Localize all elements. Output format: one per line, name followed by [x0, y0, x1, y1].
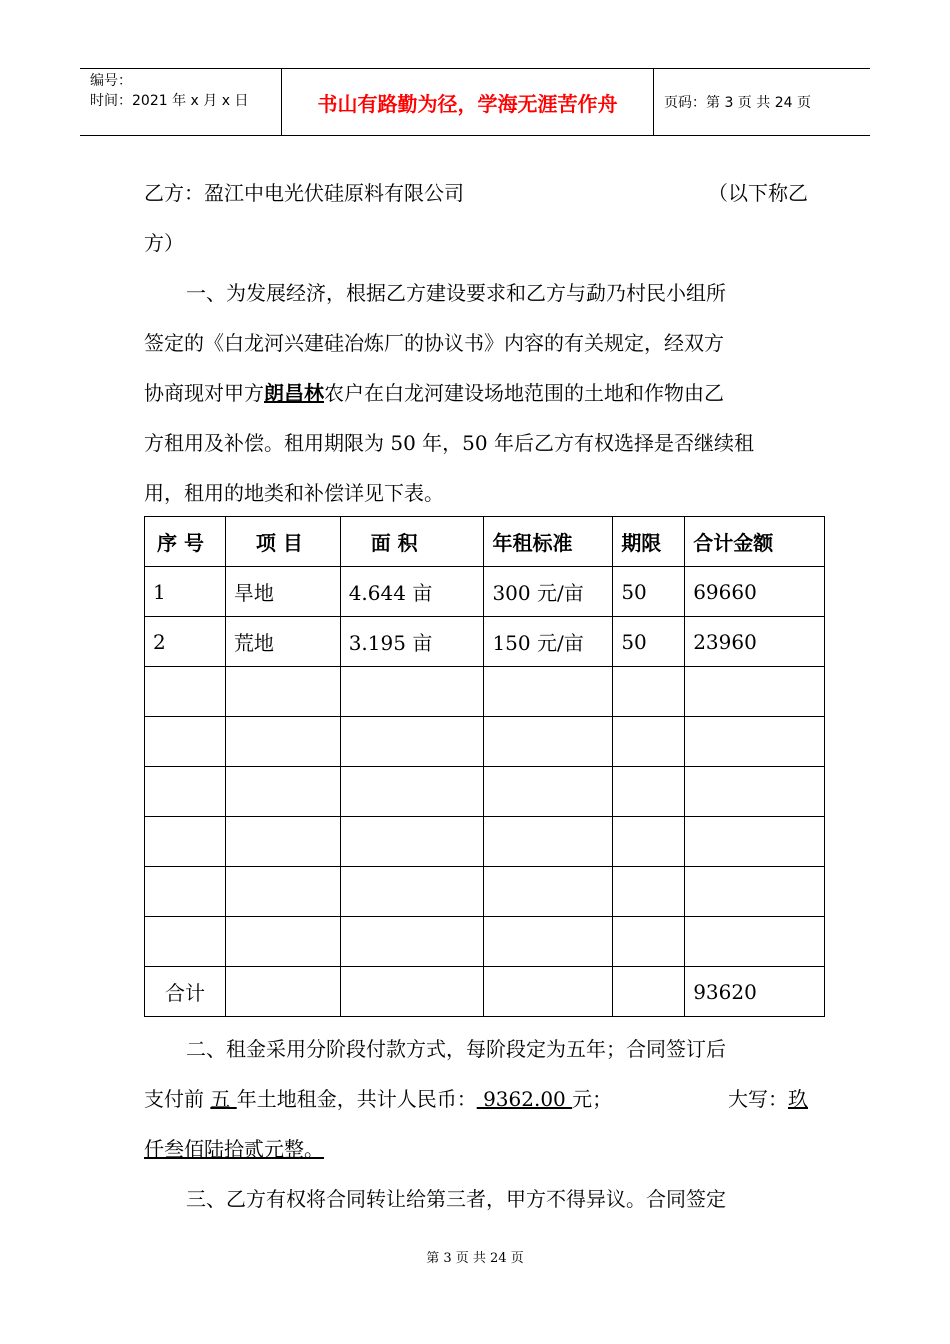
clause-text: 年土地租金，共计人民币：: [236, 1087, 477, 1111]
table-cell: [340, 867, 484, 917]
table-cell: [484, 667, 613, 717]
table-cell: [145, 717, 226, 767]
table-cell: [685, 917, 825, 967]
table-cell: [613, 817, 685, 867]
lease-table: [144, 516, 825, 1017]
table-cell: [484, 867, 613, 917]
table-cell: [685, 667, 825, 717]
table-cell: [685, 867, 825, 917]
clause-one-line: 签定的《白龙河兴建硅冶炼厂的协议书》内容的有关规定，经双方: [144, 331, 724, 355]
total-label: 合计: [145, 967, 226, 1017]
table-cell: [484, 717, 613, 767]
table-cell: 3.195 亩: [340, 617, 484, 667]
party-b-alias: （以下称乙: [708, 181, 808, 205]
table-cell: 300 元/亩: [484, 567, 613, 617]
table-cell: [613, 717, 685, 767]
col-header-rate: 年租标准: [484, 517, 613, 567]
clause-three: [144, 1174, 808, 1224]
clause-one-line: 一、为发展经济，根据乙方建设要求和乙方与勐乃村民小组所: [186, 281, 726, 305]
table-cell: [225, 967, 340, 1017]
table-total-row: [145, 967, 825, 1017]
clause-two-line: [144, 1074, 808, 1124]
table-cell: [340, 817, 484, 867]
clause-text: 协商现对甲方: [144, 381, 264, 405]
table-cell: 23960: [685, 617, 825, 667]
table-cell: [145, 917, 226, 967]
table-cell: [340, 967, 484, 1017]
payment-amount: 9362.00: [476, 1087, 573, 1111]
table-cell: [685, 817, 825, 867]
clause-one-line: [144, 368, 808, 418]
payment-text: [144, 1074, 612, 1124]
table-cell: 2: [145, 617, 226, 667]
table-cell: [613, 767, 685, 817]
clause-text: 农户在白龙河建设场地范围的土地和作物由乙: [324, 381, 724, 405]
table-cell: 150 元/亩: [484, 617, 613, 667]
table-cell: [484, 917, 613, 967]
table-header-row: [145, 517, 825, 567]
clause-text: 元；: [572, 1087, 613, 1111]
table-cell: [225, 817, 340, 867]
table-cell: [613, 917, 685, 967]
clause-one-line: 用，租用的地类和补偿详见下表。: [144, 481, 444, 505]
table-row: [145, 867, 825, 917]
table-cell: 1: [145, 567, 226, 617]
col-header-number: 序 号: [145, 517, 226, 567]
table-cell: [685, 717, 825, 767]
document-date: 时间：2021 年 x 月 x 日: [90, 93, 249, 109]
table-cell: 50: [613, 617, 685, 667]
clause-two: [144, 1024, 808, 1174]
table-cell: [225, 917, 340, 967]
table-cell: [340, 767, 484, 817]
clause-three-line: 三、乙方有权将合同转让给第三者，甲方不得异议。合同签定: [186, 1187, 726, 1211]
total-value: 93620: [685, 967, 825, 1017]
payment-caps: [728, 1074, 808, 1124]
header-motto: 书山有路勤为径，学海无涯苦作舟: [282, 69, 654, 135]
payment-years: 五: [210, 1087, 237, 1111]
header-meta: [80, 69, 282, 135]
table-row: [145, 767, 825, 817]
col-header-term: 期限: [613, 517, 685, 567]
table-cell: [484, 967, 613, 1017]
table-cell: 69660: [685, 567, 825, 617]
document-number-label: 编号：: [90, 73, 132, 89]
clause-text: 大写：: [728, 1087, 788, 1111]
clause-two-line: [144, 1124, 808, 1174]
table-row: [145, 567, 825, 617]
table-cell: [225, 867, 340, 917]
table-cell: 旱地: [225, 567, 340, 617]
party-b-block: [144, 168, 808, 268]
page-header: [80, 68, 870, 136]
table-cell: 50: [613, 567, 685, 617]
payment-amount-caps: 玖: [788, 1087, 808, 1111]
table-cell: 4.644 亩: [340, 567, 484, 617]
table-cell: [145, 867, 226, 917]
table-cell: [145, 817, 226, 867]
table-cell: [484, 767, 613, 817]
clause-one: [144, 268, 808, 518]
table-cell: [340, 667, 484, 717]
table-cell: 荒地: [225, 617, 340, 667]
table-row: [145, 667, 825, 717]
table-cell: [685, 767, 825, 817]
clause-one-line: 方租用及补偿。租用期限为 50 年，50 年后乙方有权选择是否继续租: [144, 431, 754, 455]
table-cell: [613, 867, 685, 917]
page-footer: 第 3 页 共 24 页: [426, 1251, 524, 1266]
table-row: [145, 717, 825, 767]
clause-two-line: 二、租金采用分阶段付款方式，每阶段定为五年；合同签订后: [186, 1037, 726, 1061]
table-cell: [484, 817, 613, 867]
table-row: [145, 917, 825, 967]
payment-amount-caps: 仟叁佰陆拾贰元整。: [144, 1137, 324, 1161]
party-b-alias-cont: 方）: [144, 231, 184, 255]
table-row: [145, 817, 825, 867]
table-cell: [145, 767, 226, 817]
table-cell: [613, 967, 685, 1017]
table-cell: [225, 717, 340, 767]
col-header-item: 项 目: [225, 517, 340, 567]
farmer-name: 朗昌林: [264, 381, 324, 405]
col-header-total: 合计金额: [685, 517, 825, 567]
table-cell: [613, 667, 685, 717]
party-b-name: 乙方：盈江中电光伏硅原料有限公司: [144, 181, 464, 205]
table-row: [145, 617, 825, 667]
table-cell: [225, 767, 340, 817]
header-page-info: 页码：第 3 页 共 24 页: [664, 95, 811, 111]
table-cell: [340, 917, 484, 967]
clause-text: 支付前: [144, 1087, 204, 1111]
col-header-area: 面 积: [340, 517, 484, 567]
table-cell: [225, 667, 340, 717]
table-cell: [340, 717, 484, 767]
table-cell: [145, 667, 226, 717]
